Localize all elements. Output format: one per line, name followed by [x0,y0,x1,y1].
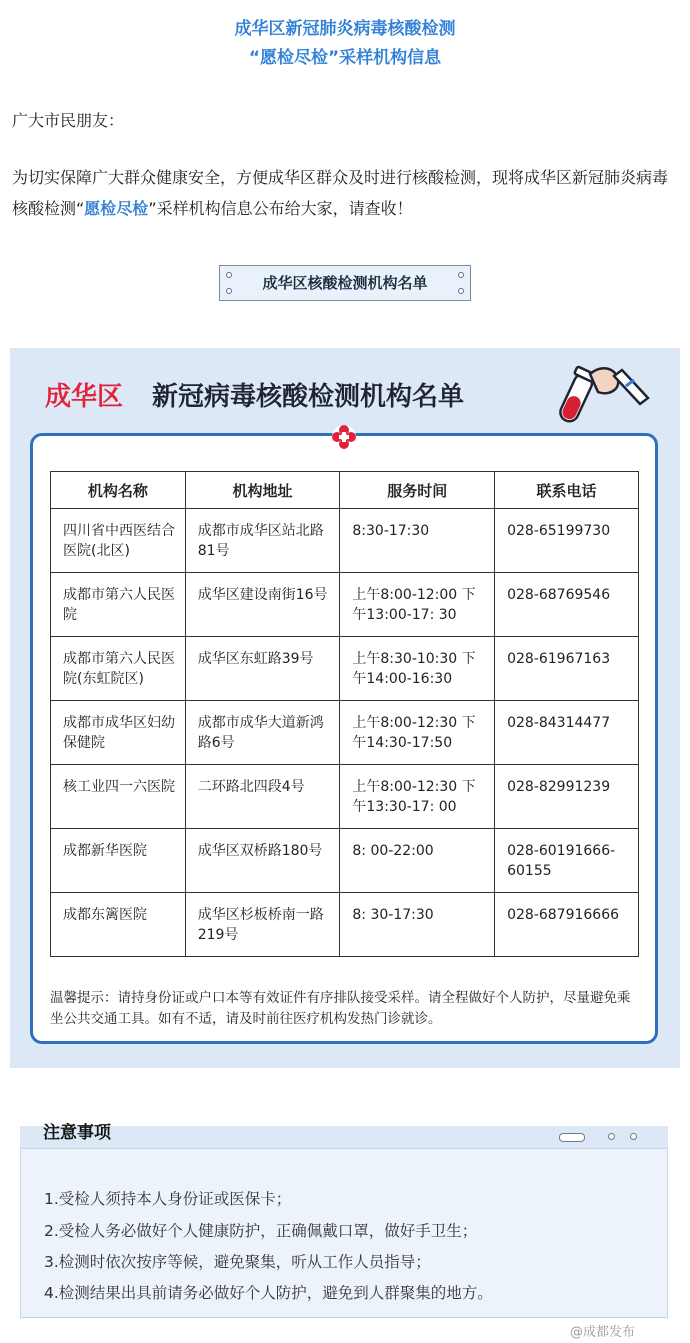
column-header: 服务时间 [340,472,495,509]
greeting: 广大市民朋友： [12,111,125,130]
list-heading-label: 成华区核酸检测机构名单 [262,274,428,292]
corner-dot-icon [226,288,232,294]
note-item: 4.检测结果出具前请务必做好个人防护，避免到人群聚集的地方。 [44,1284,493,1302]
note-item: 1.受检人须持本人身份证或医保卡； [44,1190,292,1208]
cell-hours: 上午8:30-10:30 下午14:00-16:30 [340,637,495,701]
medical-cross-flower-icon [331,424,357,450]
cell-address: 成华区杉板桥南一路219号 [185,893,340,957]
table-row [51,701,639,765]
intro-text-part1: 为切实保障广大群众健康安全，方便成华区群众及时进行核酸检测，现将成华区新冠肺炎病毒核酸检测“ [12,168,669,218]
table-row [51,573,639,637]
list-heading-tag [219,265,471,301]
intro-paragraph [12,162,682,224]
cell-phone: 028-82991239 [495,765,639,829]
watermark: @成都发布 [570,1325,636,1340]
warm-tip: 温馨提示：请持身份证或户口本等有效证件有序排队接受采样。请全程做好个人防护，尽量避免乘坐公共交通工具。如有不适，请及时前往医疗机构发热门诊就诊。 [50,990,631,1027]
cell-hours: 上午8:00-12:30 下午13:30-17: 00 [340,765,495,829]
corner-dot-icon [458,288,464,294]
corner-dot-icon [458,272,464,278]
table-row [51,509,639,573]
cell-name: 成都东篱医院 [51,893,186,957]
cell-phone: 028-687916666 [495,893,639,957]
cell-name: 成都市第六人民医院(东虹院区) [51,637,186,701]
institution-table [50,471,639,957]
cell-name: 核工业四一六医院 [51,765,186,829]
cell-hours: 8:30-17:30 [340,509,495,573]
note-item: 3.检测时依次按序等候，避免聚集，听从工作人员指导； [44,1253,431,1271]
test-tube-hand-icon [552,360,652,430]
cell-name: 成都市第六人民医院 [51,573,186,637]
column-header: 机构地址 [185,472,340,509]
cell-address: 成都市成华大道新鸿路6号 [185,701,340,765]
table-row [51,893,639,957]
cell-phone: 028-61967163 [495,637,639,701]
window-pill-icon [559,1133,585,1142]
cell-address: 成华区建设南街16号 [185,573,340,637]
window-dot-icon [608,1133,615,1140]
corner-dot-icon [226,272,232,278]
banner-district: 成华区 [45,382,124,412]
cell-name: 四川省中西医结合医院(北区) [51,509,186,573]
banner-title: 新冠病毒核酸检测机构名单 [152,382,465,412]
column-header: 机构名称 [51,472,186,509]
table-row [51,829,639,893]
notes-title: 注意事项 [43,1123,111,1143]
intro-highlight: 愿检尽检 [84,199,149,218]
cell-phone: 028-84314477 [495,701,639,765]
cell-hours: 8: 00-22:00 [340,829,495,893]
cell-phone: 028-68769546 [495,573,639,637]
table-row [51,765,639,829]
cell-hours: 上午8:00-12:00 下午13:00-17: 30 [340,573,495,637]
window-dot-icon [630,1133,637,1140]
cell-hours: 上午8:00-12:30 下午14:30-17:50 [340,701,495,765]
cell-address: 二环路北四段4号 [185,765,340,829]
note-item: 2.受检人务必做好个人健康防护，正确佩戴口罩，做好手卫生； [44,1222,478,1240]
intro-text-part2: ”采样机构信息公布给大家，请查收！ [148,199,413,218]
column-header: 联系电话 [495,472,639,509]
cell-hours: 8: 30-17:30 [340,893,495,957]
page-title: 成华区新冠肺炎病毒核酸检测 [234,19,456,39]
cell-name: 成都新华医院 [51,829,186,893]
cell-address: 成华区东虹路39号 [185,637,340,701]
cell-address: 成都市成华区站北路81号 [185,509,340,573]
table-header-row [51,472,639,509]
page-subtitle: “愿检尽检”采样机构信息 [248,48,442,68]
cell-phone: 028-65199730 [495,509,639,573]
cell-address: 成华区双桥路180号 [185,829,340,893]
cell-name: 成都市成华区妇幼保健院 [51,701,186,765]
table-row [51,637,639,701]
cell-phone: 028-60191666-60155 [495,829,639,893]
